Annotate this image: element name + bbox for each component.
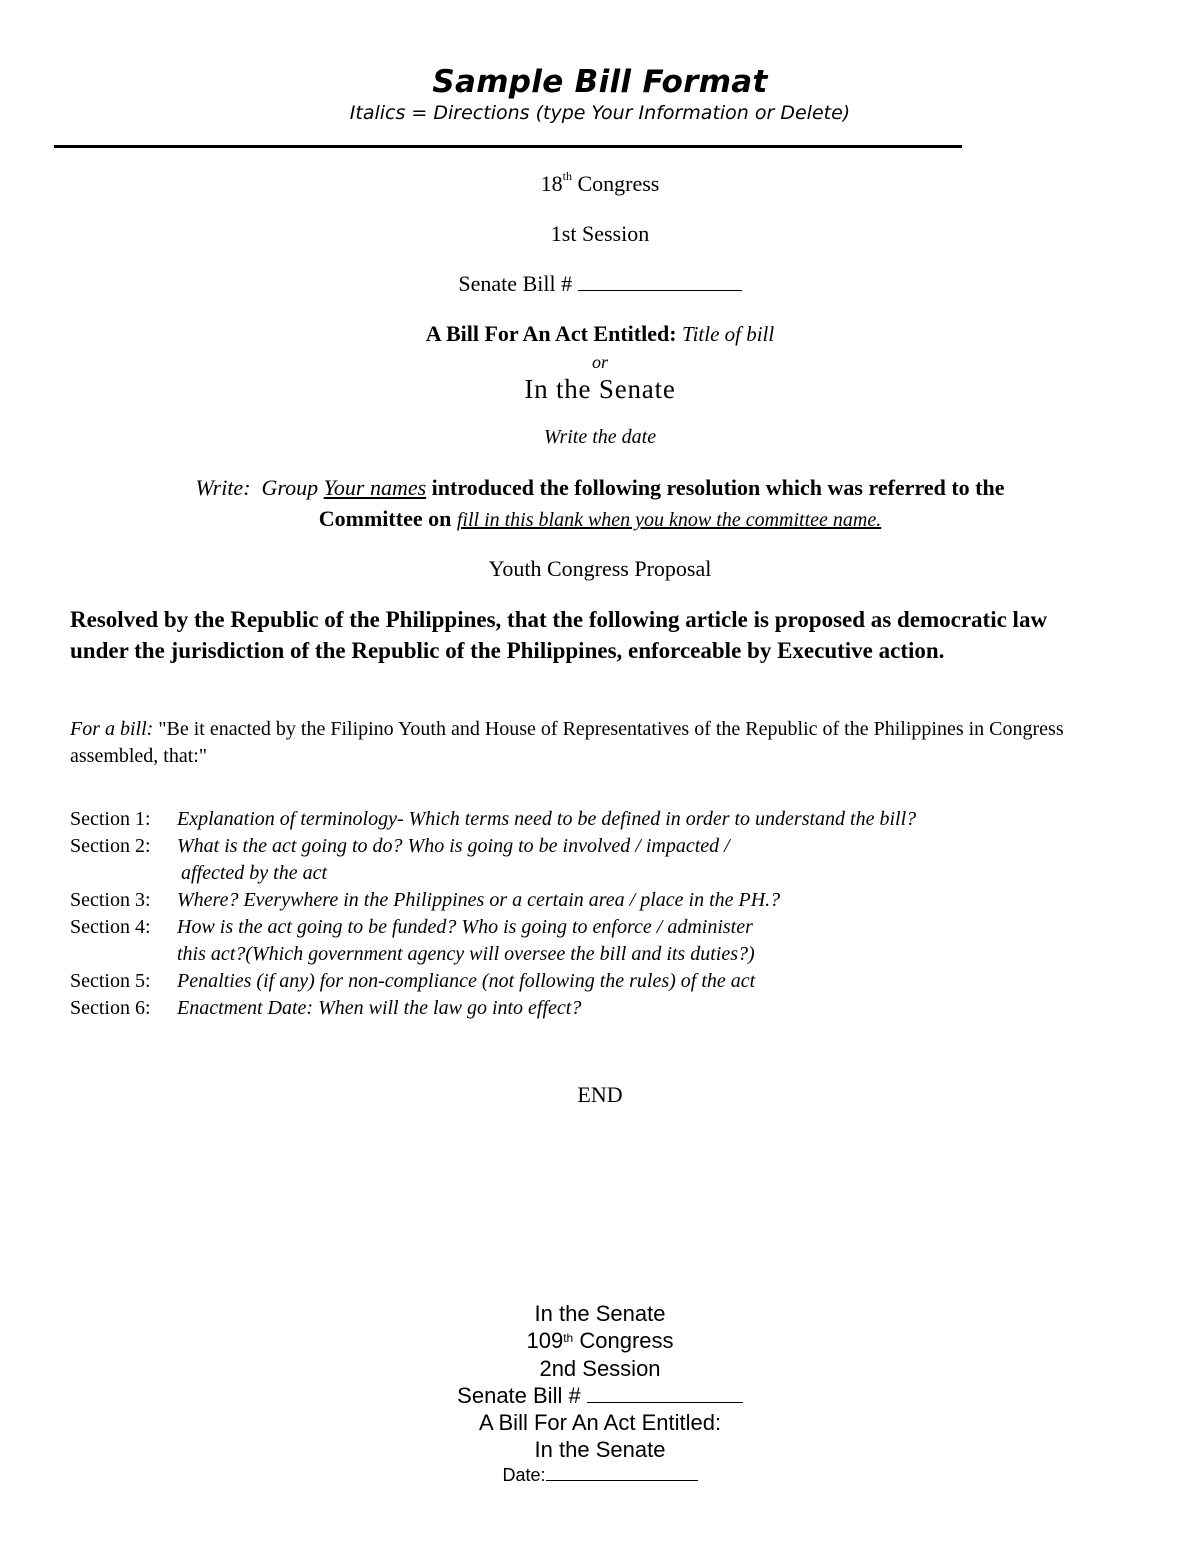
footer-in-the-senate-2: In the Senate <box>534 1437 666 1462</box>
introduced-text: introduced the following resolution which was referred to the <box>431 475 1005 500</box>
section-continuation <box>70 860 916 887</box>
section-row <box>70 914 916 941</box>
act-title-placeholder: Title of bill <box>682 322 775 346</box>
end-text: END <box>577 1082 623 1107</box>
congress-line <box>0 171 1200 197</box>
footer-date-label: Date: <box>502 1465 546 1485</box>
section-row <box>70 833 916 860</box>
names-placeholder: Your names <box>323 475 427 500</box>
section-text: Penalties (if any) for non-compliance (not following the rules) of the act <box>177 970 756 992</box>
footer-date-line <box>0 1465 1200 1486</box>
header-divider <box>54 145 962 148</box>
footer-senate-bill-label: Senate Bill # <box>457 1383 581 1408</box>
intro-line-1 <box>0 475 1200 501</box>
intro-line-2 <box>0 506 1200 532</box>
section-row <box>70 806 916 833</box>
section-text: Explanation of terminology- Which terms need to be defined in order to understand the bill? <box>177 808 917 830</box>
footer-in-the-senate: In the Senate <box>534 1301 666 1326</box>
section-continuation <box>70 941 916 968</box>
for-bill-paragraph <box>70 716 1150 770</box>
congress-suffix: th <box>562 169 572 183</box>
for-bill-text: "Be it enacted by the Filipino Youth and House of Representatives of the Republic of the Philippines in Congress assembled, that:" <box>70 718 1064 767</box>
proposal-title: Youth Congress Proposal <box>488 556 712 581</box>
footer-congress-suffix: th <box>563 1331 574 1345</box>
congress-number: 18 <box>540 171 563 196</box>
section-label: Section 5: <box>70 970 151 992</box>
document-subtitle: Italics = Directions (type Your Information or Delete) <box>349 102 851 124</box>
act-title-line <box>0 321 1200 347</box>
section-text: Where? Everywhere in the Philippines or a certain area / place in the PH.? <box>177 889 781 911</box>
in-the-senate-heading: In the Senate <box>524 374 676 404</box>
section-row <box>70 968 916 995</box>
section-text: this act?(Which government agency will oversee the bill and its duties?) <box>177 943 755 965</box>
footer-act-label: A Bill For An Act Entitled: <box>478 1410 722 1435</box>
act-label: A Bill For An Act Entitled: <box>425 321 677 346</box>
resolved-paragraph: Resolved by the Republic of the Philippines, that the following article is proposed as democratic law under the jurisdiction of the Republic of the Philippines, enforceable by Executive action. <box>70 607 1048 663</box>
section-text: affected by the act <box>181 862 328 884</box>
footer-congress-number: 109 <box>526 1328 564 1353</box>
date-placeholder: Write the date <box>543 426 657 448</box>
senate-bill-line <box>0 271 1200 297</box>
committee-placeholder: fill in this blank when you know the committee name. <box>456 509 882 531</box>
write-label: Write: <box>195 475 251 500</box>
footer-senate-bill-line <box>0 1382 1200 1409</box>
section-label: Section 1: <box>70 808 151 830</box>
for-bill-label: For a bill: <box>70 718 154 740</box>
section-text: How is the act going to be funded? Who is going to enforce / administer <box>177 916 753 938</box>
footer-date-blank <box>546 1465 698 1481</box>
footer-congress-line <box>0 1327 1200 1354</box>
group-text: Group <box>261 475 319 500</box>
section-text: What is the act going to do? Who is going to be involved / impacted / <box>177 835 730 857</box>
section-label: Section 2: <box>70 835 151 857</box>
sections-list <box>70 806 916 1022</box>
section-label: Section 4: <box>70 916 151 938</box>
document-title: Sample Bill Format <box>432 64 768 100</box>
section-text: Enactment Date: When will the law go into effect? <box>177 997 582 1019</box>
session-line: 1st Session <box>550 221 650 246</box>
or-text: or <box>591 352 608 372</box>
section-row <box>70 887 916 914</box>
footer-session: 2nd Session <box>539 1356 661 1381</box>
senate-bill-blank <box>578 272 742 291</box>
senate-bill-label: Senate Bill # <box>458 271 573 296</box>
congress-word: Congress <box>577 171 660 196</box>
section-label: Section 3: <box>70 889 151 911</box>
footer-senate-bill-blank <box>587 1385 743 1403</box>
section-label: Section 6: <box>70 997 151 1019</box>
footer-congress-word: Congress <box>579 1328 674 1353</box>
section-row <box>70 995 916 1022</box>
committee-label: Committee on <box>318 506 452 531</box>
